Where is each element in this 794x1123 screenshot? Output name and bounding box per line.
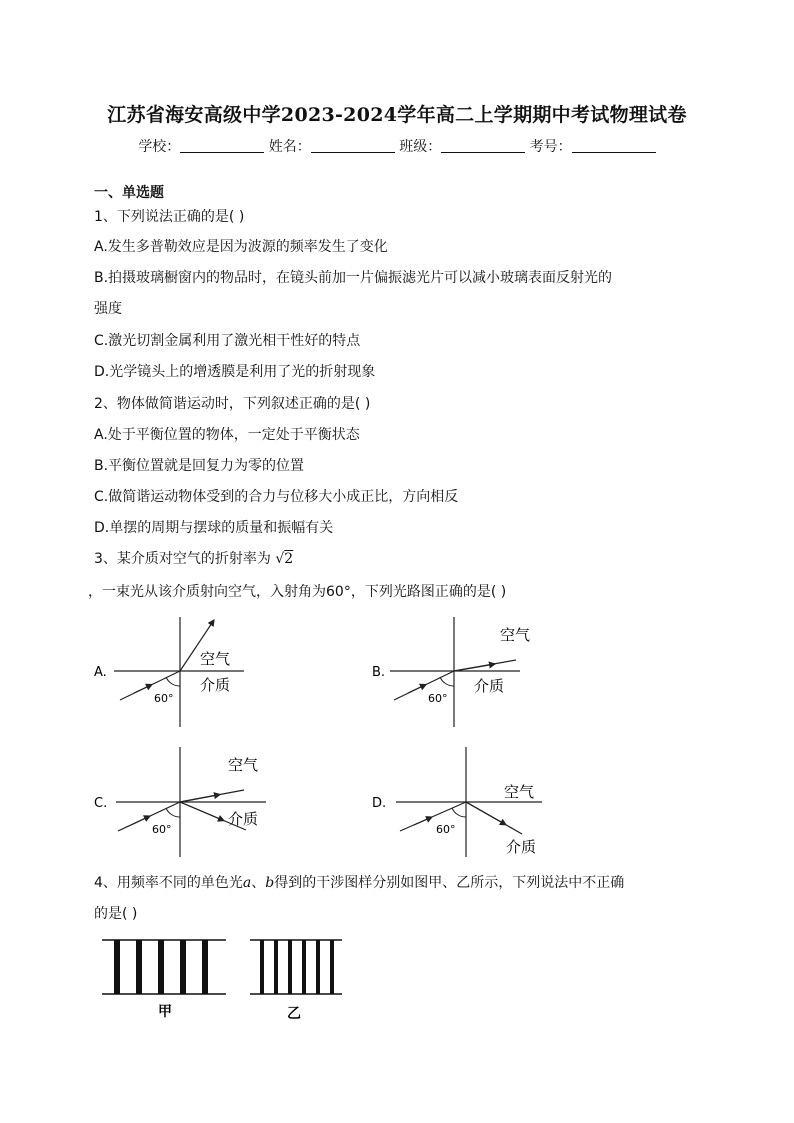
q2-stem: 2、物体做简谐运动时，下列叙述正确的是( ) (94, 396, 371, 412)
q3-diagram-a (94, 612, 264, 732)
q1-option-b-cont: 强度 (94, 301, 122, 317)
page-title: 江苏省海安高级中学2023-2024学年高二上学期期中考试物理试卷 (107, 104, 687, 126)
air-label: 空气 (504, 783, 535, 801)
sqrt-value: 2 (284, 551, 294, 567)
exam-number-label: 考号： (529, 139, 572, 155)
name-label: 姓名： (268, 139, 311, 155)
student-info-line (0, 136, 794, 156)
exam-number-blank (572, 138, 656, 153)
q3-stem (94, 548, 293, 568)
angle-label: 60° (436, 823, 456, 836)
q1-option-d: D.光学镜头上的增透膜是利用了光的折射现象 (94, 364, 376, 380)
q4-stem-cont: 的是( ) (94, 906, 138, 922)
name-blank (311, 138, 395, 153)
option-a-label: A. (94, 665, 107, 680)
q1-option-a: A.发生多普勒效应是因为波源的频率发生了变化 (94, 239, 388, 255)
q2-option-c: C.做简谐运动物体受到的合力与位移大小成正比，方向相反 (94, 489, 459, 505)
medium-label: 介质 (506, 838, 537, 856)
class-label: 班级： (399, 139, 442, 155)
q3-diagram-c (94, 742, 284, 862)
option-d-label: D. (372, 796, 387, 811)
angle-label: 60° (152, 823, 172, 836)
q4-sep: 、 (251, 875, 266, 891)
air-label: 空气 (228, 756, 259, 774)
q4-stem (94, 872, 624, 892)
q2-option-b: B.平衡位置就是回复力为零的位置 (94, 458, 305, 474)
class-blank (441, 138, 525, 153)
angle-label: 60° (428, 692, 448, 705)
medium-label: 介质 (228, 810, 259, 828)
pattern-jia (102, 940, 226, 994)
q3-diagram-b (370, 612, 550, 732)
school-blank (180, 138, 264, 153)
q4-var-a: a (242, 875, 252, 891)
q4-stem-text: 4、用频率不同的单色光 (94, 875, 243, 891)
air-label: 空气 (200, 650, 231, 668)
label-yi: 乙 (287, 1006, 301, 1022)
q1-option-b: B.拍摄玻璃橱窗内的物品时，在镜头前加一片偏振滤光片可以减小玻璃表面反射光的 (94, 270, 613, 286)
q3-stem-text: 3、某介质对空气的折射率为 (94, 551, 271, 567)
pattern-yi (250, 940, 342, 994)
school-label: 学校： (138, 139, 181, 155)
medium-label: 介质 (200, 676, 231, 694)
option-b-label: B. (372, 665, 386, 680)
q1-option-c: C.激光切割金属利用了激光相干性好的特点 (94, 333, 361, 349)
q4-stem-text-2: 得到的干涉图样分别如图甲、乙所示，下列说法中不正确 (274, 875, 625, 891)
air-label: 空气 (500, 626, 531, 644)
q2-option-d: D.单摆的周期与摆球的质量和振幅有关 (94, 520, 334, 536)
q1-stem: 1、下列说法正确的是( ) (94, 209, 245, 225)
q4-var-b: b (265, 875, 275, 891)
q4-interference-patterns (100, 934, 350, 1024)
sqrt-symbol: √2 (275, 551, 294, 567)
q3-diagram-d (370, 742, 560, 862)
label-jia: 甲 (158, 1004, 172, 1020)
medium-label: 介质 (474, 677, 505, 695)
q3-stem-cont: ，一束光从该介质射向空气，入射角为60°，下列光路图正确的是( ) (88, 584, 507, 600)
section-title: 一、单选题 (94, 185, 164, 201)
option-c-label: C. (94, 796, 108, 811)
q2-option-a: A.处于平衡位置的物体，一定处于平衡状态 (94, 427, 360, 443)
angle-label: 60° (154, 692, 174, 705)
